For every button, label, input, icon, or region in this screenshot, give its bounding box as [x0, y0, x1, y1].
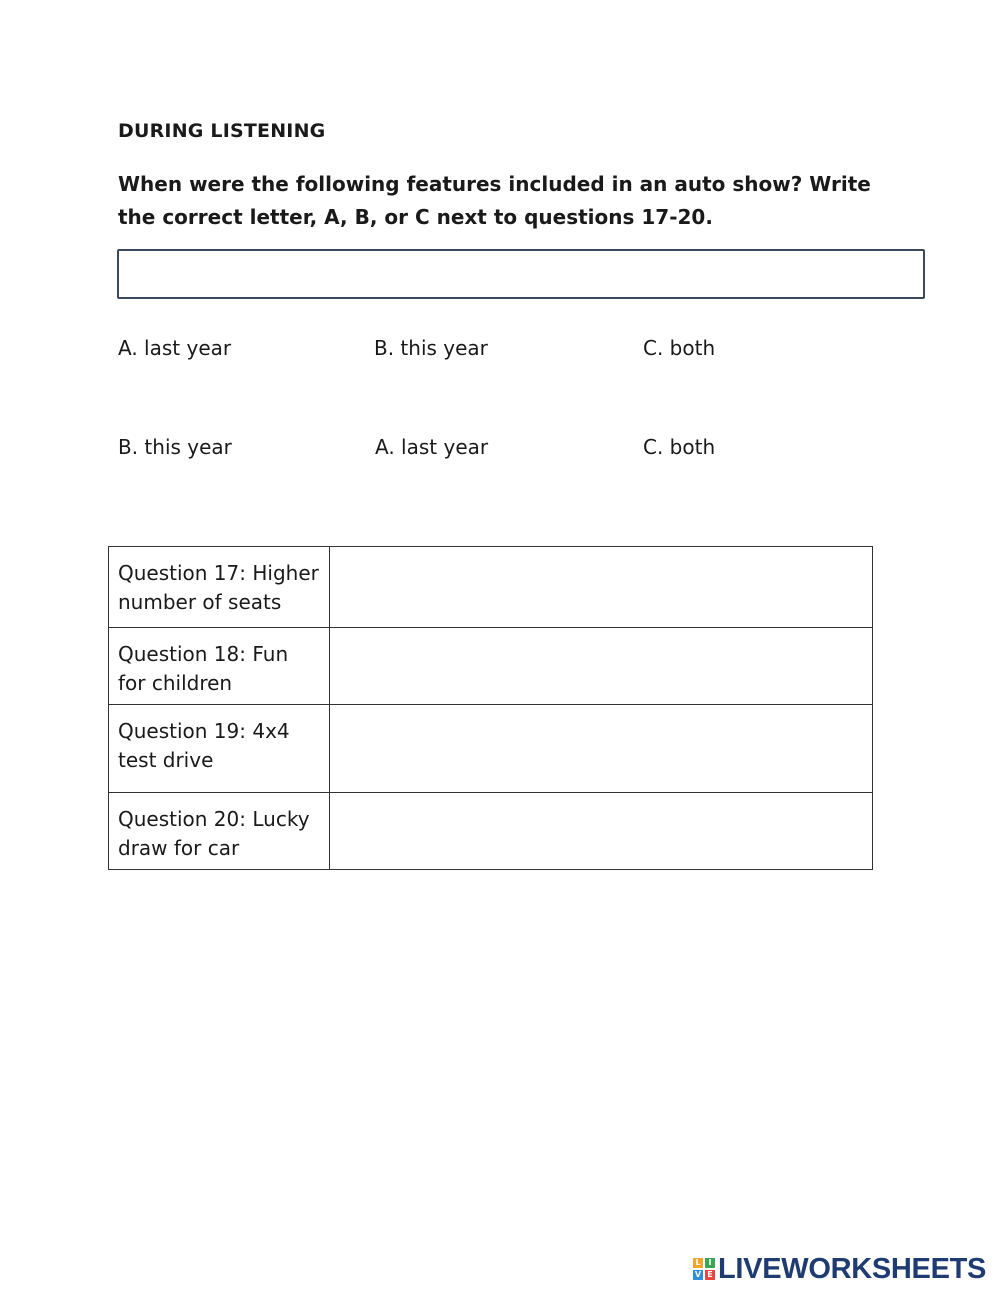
question-20-label: Question 20: Lucky draw for car — [109, 793, 330, 870]
option-c-both-2[interactable]: C. both — [643, 435, 716, 459]
question-19-answer-cell[interactable] — [330, 705, 873, 793]
logo-mark-letter: I — [705, 1258, 715, 1268]
option-c-both[interactable]: C. both — [643, 336, 716, 360]
drop-zone-box[interactable] — [117, 249, 925, 299]
section-heading: DURING LISTENING — [118, 120, 326, 142]
question-18-label: Question 18: Fun for children — [109, 628, 330, 705]
questions-table — [108, 546, 873, 870]
table-row — [109, 793, 873, 870]
logo-mark-letter: L — [693, 1258, 703, 1268]
option-a-last-year-2[interactable]: A. last year — [375, 435, 489, 459]
option-b-this-year-2[interactable]: B. this year — [118, 435, 232, 459]
logo-mark-icon — [693, 1258, 715, 1280]
logo-mark-letter: E — [705, 1270, 715, 1280]
question-19-label: Question 19: 4x4 test drive — [109, 705, 330, 793]
table-row — [109, 628, 873, 705]
table-row — [109, 547, 873, 628]
option-a-last-year[interactable]: A. last year — [118, 336, 232, 360]
liveworksheets-logo — [693, 1253, 986, 1285]
logo-text: LIVEWORKSHEETS — [718, 1252, 987, 1285]
table-row — [109, 705, 873, 793]
question-17-label: Question 17: Higher number of seats — [109, 547, 330, 628]
logo-mark-letter: V — [694, 1270, 702, 1279]
question-18-answer-cell[interactable] — [330, 628, 873, 705]
question-20-answer-cell[interactable] — [330, 793, 873, 870]
instruction-text: When were the following features included in an auto show? Write the correct letter, A, B, or C next to questions 17-20. — [118, 172, 871, 229]
question-17-answer-cell[interactable] — [330, 547, 873, 628]
option-b-this-year[interactable]: B. this year — [374, 336, 488, 360]
